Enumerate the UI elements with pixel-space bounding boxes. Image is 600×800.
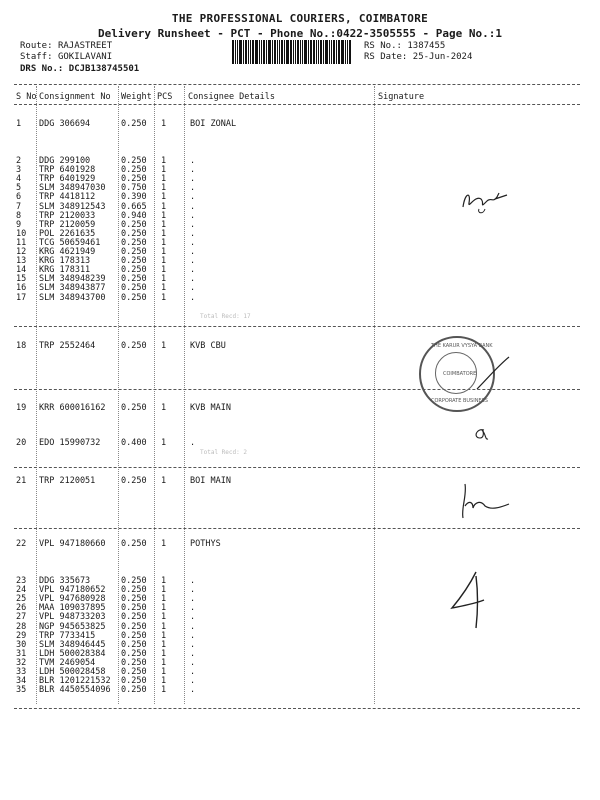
- staff-value: GOKILAVANI: [57, 52, 113, 62]
- pcs-cell: 1: [161, 228, 167, 239]
- staff-line: [20, 52, 112, 62]
- consignment-cell: VPL 947180652: [39, 585, 106, 596]
- col-consignment: Consignment No: [39, 92, 111, 102]
- pcs-cell: 1: [161, 630, 167, 641]
- sno-cell: 5: [16, 183, 22, 194]
- barcode-bar: [316, 40, 317, 64]
- barcode-bar: [268, 40, 271, 64]
- sno-cell: 13: [16, 256, 27, 267]
- consignee-cell: .: [190, 165, 196, 176]
- table-row: [0, 439, 600, 448]
- stamp-line-3: COIMBATORE: [443, 371, 477, 377]
- drs-value: DCJB138745501: [68, 64, 140, 74]
- consignment-cell: SLM 348947030: [39, 183, 106, 194]
- signature-4-icon: [455, 478, 515, 524]
- pcs-cell: 1: [161, 576, 167, 586]
- weight-cell: 0.250: [121, 630, 147, 641]
- sno-cell: 1: [16, 119, 22, 129]
- pcs-cell: 1: [161, 585, 167, 596]
- consignment-cell: BLR 1201221532: [39, 676, 111, 687]
- consignee-cell: .: [190, 676, 196, 687]
- weight-cell: 0.400: [121, 438, 147, 448]
- col-pcs: PCS: [157, 92, 173, 102]
- weight-cell: 0.250: [121, 265, 147, 276]
- sno-cell: 31: [16, 648, 27, 659]
- consignment-cell: TRP 2552464: [39, 341, 96, 351]
- weight-cell: 0.250: [121, 237, 147, 248]
- pcs-cell: 1: [161, 539, 167, 549]
- consignee-cell: .: [190, 667, 196, 677]
- weight-cell: 0.250: [121, 256, 147, 267]
- sno-cell: 16: [16, 283, 27, 294]
- pcs-cell: 1: [161, 676, 167, 687]
- sno-cell: 25: [16, 594, 27, 605]
- sno-cell: 23: [16, 576, 27, 586]
- barcode-bar: [302, 40, 303, 64]
- consignee-cell: .: [190, 585, 196, 596]
- consignment-cell: SLM 348912543: [39, 201, 106, 212]
- weight-cell: 0.250: [121, 165, 147, 176]
- sno-cell: 27: [16, 612, 27, 623]
- pcs-cell: 1: [161, 156, 167, 166]
- group-separator: [14, 467, 580, 468]
- weight-cell: 0.250: [121, 639, 147, 650]
- barcode-bar: [248, 40, 249, 64]
- barcode-bar: [274, 40, 276, 64]
- pcs-cell: 1: [161, 119, 167, 129]
- table-row: [0, 120, 600, 129]
- sno-cell: 28: [16, 621, 27, 632]
- consignment-cell: DDG 335673: [39, 576, 91, 586]
- barcode-bar: [235, 40, 236, 64]
- weight-cell: 0.250: [121, 403, 147, 413]
- consignee-cell: .: [190, 156, 196, 166]
- barcode-bar: [349, 40, 351, 64]
- pcs-cell: 1: [161, 256, 167, 267]
- consignee-cell: .: [190, 183, 196, 194]
- barcode-bar: [325, 40, 328, 64]
- consignee-cell: .: [190, 612, 196, 623]
- consignee-cell: .: [190, 283, 196, 294]
- weight-cell: 0.250: [121, 476, 147, 486]
- consignment-cell: TRP 7733415: [39, 630, 96, 641]
- sno-cell: 32: [16, 657, 27, 668]
- consignee-cell: .: [190, 265, 196, 276]
- sno-cell: 17: [16, 292, 27, 303]
- weight-cell: 0.250: [121, 576, 147, 586]
- consignment-cell: KRG 178313: [39, 256, 91, 267]
- weight-cell: 0.250: [121, 667, 147, 677]
- consignee-cell: KVB CBU: [190, 341, 226, 351]
- consignee-cell: KVB MAIN: [190, 403, 231, 413]
- weight-cell: 0.250: [121, 676, 147, 687]
- consignment-cell: TRP 6401929: [39, 174, 96, 185]
- sno-cell: 20: [16, 438, 27, 448]
- consignment-cell: LDH 500028458: [39, 667, 106, 677]
- weight-cell: 0.940: [121, 210, 147, 221]
- pcs-cell: 1: [161, 201, 167, 212]
- barcode-bar: [293, 40, 294, 64]
- barcode-bar: [341, 40, 344, 64]
- pcs-cell: 1: [161, 685, 167, 696]
- barcode-bar: [320, 40, 322, 64]
- weight-cell: 0.250: [121, 283, 147, 294]
- signature-3-icon: [470, 424, 490, 444]
- pcs-cell: 1: [161, 192, 167, 203]
- signature-5-icon: [448, 570, 488, 630]
- pcs-cell: 1: [161, 265, 167, 276]
- header-rule-top: [14, 84, 580, 85]
- barcode-bar: [318, 40, 319, 64]
- weight-cell: 0.250: [121, 657, 147, 668]
- sno-cell: 7: [16, 201, 22, 212]
- weight-cell: 0.250: [121, 539, 147, 549]
- weight-cell: 0.250: [121, 341, 147, 351]
- consignee-cell: .: [190, 192, 196, 203]
- weight-cell: 0.390: [121, 192, 147, 203]
- pcs-cell: 1: [161, 657, 167, 668]
- pcs-cell: 1: [161, 621, 167, 632]
- consignee-cell: .: [190, 603, 196, 614]
- consignee-cell: .: [190, 210, 196, 221]
- sno-cell: 8: [16, 210, 22, 221]
- barcode-bar: [345, 40, 346, 64]
- group-separator: [14, 528, 580, 529]
- sno-cell: 2: [16, 156, 22, 166]
- consignee-cell: .: [190, 292, 196, 303]
- pcs-cell: 1: [161, 219, 167, 230]
- sno-cell: 14: [16, 265, 27, 276]
- pcs-cell: 1: [161, 174, 167, 185]
- consignment-cell: TRP 6401928: [39, 165, 96, 176]
- sno-cell: 33: [16, 667, 27, 677]
- pcs-cell: 1: [161, 648, 167, 659]
- col-consignee: Consignee Details: [188, 92, 275, 102]
- rs-no-label: RS No.:: [364, 41, 402, 51]
- sno-cell: 19: [16, 403, 27, 413]
- consignee-cell: .: [190, 639, 196, 650]
- consignee-cell: .: [190, 237, 196, 248]
- weight-cell: 0.250: [121, 621, 147, 632]
- barcode-bar: [290, 40, 292, 64]
- sno-cell: 18: [16, 341, 27, 351]
- consignment-cell: TRP 2120051: [39, 476, 96, 486]
- pcs-cell: 1: [161, 237, 167, 248]
- route-label: Route:: [20, 41, 53, 51]
- sno-cell: 15: [16, 274, 27, 285]
- consignment-cell: SLM 348946445: [39, 639, 106, 650]
- barcode-bar: [266, 40, 267, 64]
- consignment-cell: TRP 2120059: [39, 219, 96, 230]
- table-row: [0, 686, 600, 695]
- consignee-cell: .: [190, 648, 196, 659]
- pcs-cell: 1: [161, 283, 167, 294]
- consignment-cell: TRP 2120033: [39, 210, 96, 221]
- stamp-line-1: THE KARUR VYSYA BANK: [431, 343, 493, 349]
- barcode-bar: [261, 40, 262, 64]
- barcode-bar: [272, 40, 273, 64]
- consignee-cell: BOI MAIN: [190, 476, 231, 486]
- sno-cell: 22: [16, 539, 27, 549]
- weight-cell: 0.250: [121, 274, 147, 285]
- barcode-bar: [232, 40, 234, 64]
- rs-no-value: 1387455: [407, 41, 446, 51]
- consignee-cell: .: [190, 274, 196, 285]
- weight-cell: 0.665: [121, 201, 147, 212]
- weight-cell: 0.250: [121, 119, 147, 129]
- sno-cell: 3: [16, 165, 22, 176]
- consignment-cell: DDG 299100: [39, 156, 91, 166]
- signature-1-icon: [455, 185, 515, 215]
- barcode-bar: [284, 40, 285, 64]
- consignee-cell: .: [190, 594, 196, 605]
- pcs-cell: 1: [161, 210, 167, 221]
- consignment-cell: EDO 15990732: [39, 438, 101, 448]
- consignment-cell: SLM 348943877: [39, 283, 106, 294]
- weight-cell: 0.250: [121, 594, 147, 605]
- consignment-cell: TVM 2469054: [39, 657, 96, 668]
- col-sno: S No: [16, 92, 37, 102]
- pcs-cell: 1: [161, 476, 167, 486]
- pcs-cell: 1: [161, 639, 167, 650]
- weight-cell: 0.250: [121, 648, 147, 659]
- weight-cell: 0.250: [121, 156, 147, 166]
- barcode-bar: [329, 40, 330, 64]
- consignee-cell: .: [190, 621, 196, 632]
- barcode-bar: [333, 40, 335, 64]
- barcode-bar: [323, 40, 324, 64]
- barcode-bar: [255, 40, 258, 64]
- barcode-bar: [263, 40, 265, 64]
- consignment-cell: BLR 4450554096: [39, 685, 111, 696]
- consignee-cell: .: [190, 657, 196, 668]
- col-signature: Signature: [378, 92, 425, 102]
- table-row: [0, 294, 600, 303]
- barcode-bar: [250, 40, 251, 64]
- barcode-bar: [338, 40, 340, 64]
- rs-date-line: [364, 52, 472, 62]
- faint-note-1: Total Recd: 17: [200, 313, 251, 320]
- barcode-bar: [286, 40, 289, 64]
- consignee-cell: .: [190, 630, 196, 641]
- pcs-cell: 1: [161, 403, 167, 413]
- barcode-bar: [281, 40, 283, 64]
- table-row: [0, 404, 600, 413]
- pcs-cell: 1: [161, 667, 167, 677]
- weight-cell: 0.250: [121, 685, 147, 696]
- pcs-cell: 1: [161, 438, 167, 448]
- sno-cell: 12: [16, 247, 27, 257]
- barcode-bar: [259, 40, 260, 64]
- sno-cell: 35: [16, 685, 27, 696]
- barcode-bar: [347, 40, 348, 64]
- weight-cell: 0.250: [121, 292, 147, 303]
- barcode-bar: [308, 40, 309, 64]
- sno-cell: 9: [16, 219, 22, 230]
- consignment-cell: VPL 948733203: [39, 612, 106, 623]
- runsheet-title: Delivery Runsheet - PCT - Phone No.:0422-3505555 - Page No.:1: [98, 27, 502, 40]
- consignee-cell: .: [190, 219, 196, 230]
- pcs-cell: 1: [161, 292, 167, 303]
- route-line: [20, 41, 112, 51]
- barcode-bar: [243, 40, 244, 64]
- header-rule-bottom: [14, 104, 580, 105]
- consignee-cell: BOI ZONAL: [190, 119, 237, 129]
- barcode-bar: [295, 40, 296, 64]
- consignment-cell: MAA 109037895: [39, 603, 106, 614]
- consignment-cell: KRR 600016162: [39, 403, 106, 413]
- barcode-bar: [310, 40, 312, 64]
- weight-cell: 0.250: [121, 174, 147, 185]
- drs-line: [20, 64, 139, 74]
- sno-cell: 21: [16, 476, 27, 486]
- table-row: [0, 342, 600, 351]
- sno-cell: 4: [16, 174, 22, 185]
- sno-cell: 34: [16, 676, 27, 687]
- barcode-bar: [336, 40, 337, 64]
- pcs-cell: 1: [161, 341, 167, 351]
- sno-cell: 6: [16, 192, 22, 203]
- staff-label: Staff:: [20, 52, 53, 62]
- group-separator: [14, 708, 580, 709]
- barcode-bar: [297, 40, 299, 64]
- weight-cell: 0.750: [121, 183, 147, 194]
- rs-date-label: RS Date:: [364, 52, 408, 62]
- consignee-cell: .: [190, 228, 196, 239]
- consignment-cell: KRG 4621949: [39, 247, 96, 257]
- consignee-cell: .: [190, 201, 196, 212]
- barcode-bar: [277, 40, 278, 64]
- consignment-cell: DDG 306694: [39, 119, 91, 129]
- consignee-cell: .: [190, 685, 196, 696]
- consignment-cell: TRP 4418112: [39, 192, 96, 203]
- rs-date-value: 25-Jun-2024: [412, 52, 473, 62]
- table-row: [0, 540, 600, 549]
- consignment-cell: KRG 178311: [39, 265, 91, 276]
- sno-cell: 11: [16, 237, 27, 248]
- weight-cell: 0.250: [121, 603, 147, 614]
- sno-cell: 10: [16, 228, 27, 239]
- consignment-cell: NGP 945653825: [39, 621, 106, 632]
- pcs-cell: 1: [161, 603, 167, 614]
- rs-no-line: [364, 41, 445, 51]
- barcode: [232, 40, 360, 64]
- pcs-cell: 1: [161, 274, 167, 285]
- barcode-bar: [237, 40, 238, 64]
- barcode-bar: [279, 40, 280, 64]
- consignee-cell: .: [190, 256, 196, 267]
- consignment-cell: SLM 348943700: [39, 292, 106, 303]
- barcode-bar: [252, 40, 254, 64]
- consignment-cell: LDH 500028384: [39, 648, 106, 659]
- table-row: [0, 248, 600, 257]
- consignment-cell: TCG 50659461: [39, 237, 101, 248]
- pcs-cell: 1: [161, 612, 167, 623]
- pcs-cell: 1: [161, 247, 167, 257]
- pcs-cell: 1: [161, 594, 167, 605]
- consignee-cell: .: [190, 576, 196, 586]
- pcs-cell: 1: [161, 165, 167, 176]
- barcode-bar: [313, 40, 315, 64]
- consignment-cell: VPL 947180660: [39, 539, 106, 549]
- table-row: [0, 257, 600, 266]
- weight-cell: 0.250: [121, 247, 147, 257]
- consignee-cell: .: [190, 438, 196, 448]
- pcs-cell: 1: [161, 183, 167, 194]
- stamp-line-2: CORPORATE BUSINESS: [431, 398, 488, 404]
- signature-2-icon: [475, 355, 515, 395]
- sno-cell: 26: [16, 603, 27, 614]
- sno-cell: 24: [16, 585, 27, 596]
- barcode-bar: [331, 40, 332, 64]
- consignment-cell: SLM 348948239: [39, 274, 106, 285]
- consignment-cell: VPL 947680928: [39, 594, 106, 605]
- faint-note-2: Total Recd: 2: [200, 449, 247, 456]
- sno-cell: 30: [16, 639, 27, 650]
- weight-cell: 0.250: [121, 228, 147, 239]
- group-separator: [14, 326, 580, 327]
- weight-cell: 0.250: [121, 612, 147, 623]
- route-value: RAJASTREET: [57, 41, 113, 51]
- barcode-bar: [304, 40, 307, 64]
- col-weight: Weight: [121, 92, 152, 102]
- company-name: THE PROFESSIONAL COURIERS, COIMBATORE: [171, 12, 429, 25]
- weight-cell: 0.250: [121, 219, 147, 230]
- consignee-cell: POTHYS: [190, 539, 221, 549]
- consignee-cell: .: [190, 174, 196, 185]
- barcode-bar: [239, 40, 242, 64]
- barcode-bar: [245, 40, 247, 64]
- drs-label: DRS No.:: [20, 64, 64, 74]
- barcode-bar: [300, 40, 301, 64]
- sno-cell: 29: [16, 630, 27, 641]
- weight-cell: 0.250: [121, 585, 147, 596]
- consignee-cell: .: [190, 247, 196, 257]
- consignment-cell: POL 2261635: [39, 228, 96, 239]
